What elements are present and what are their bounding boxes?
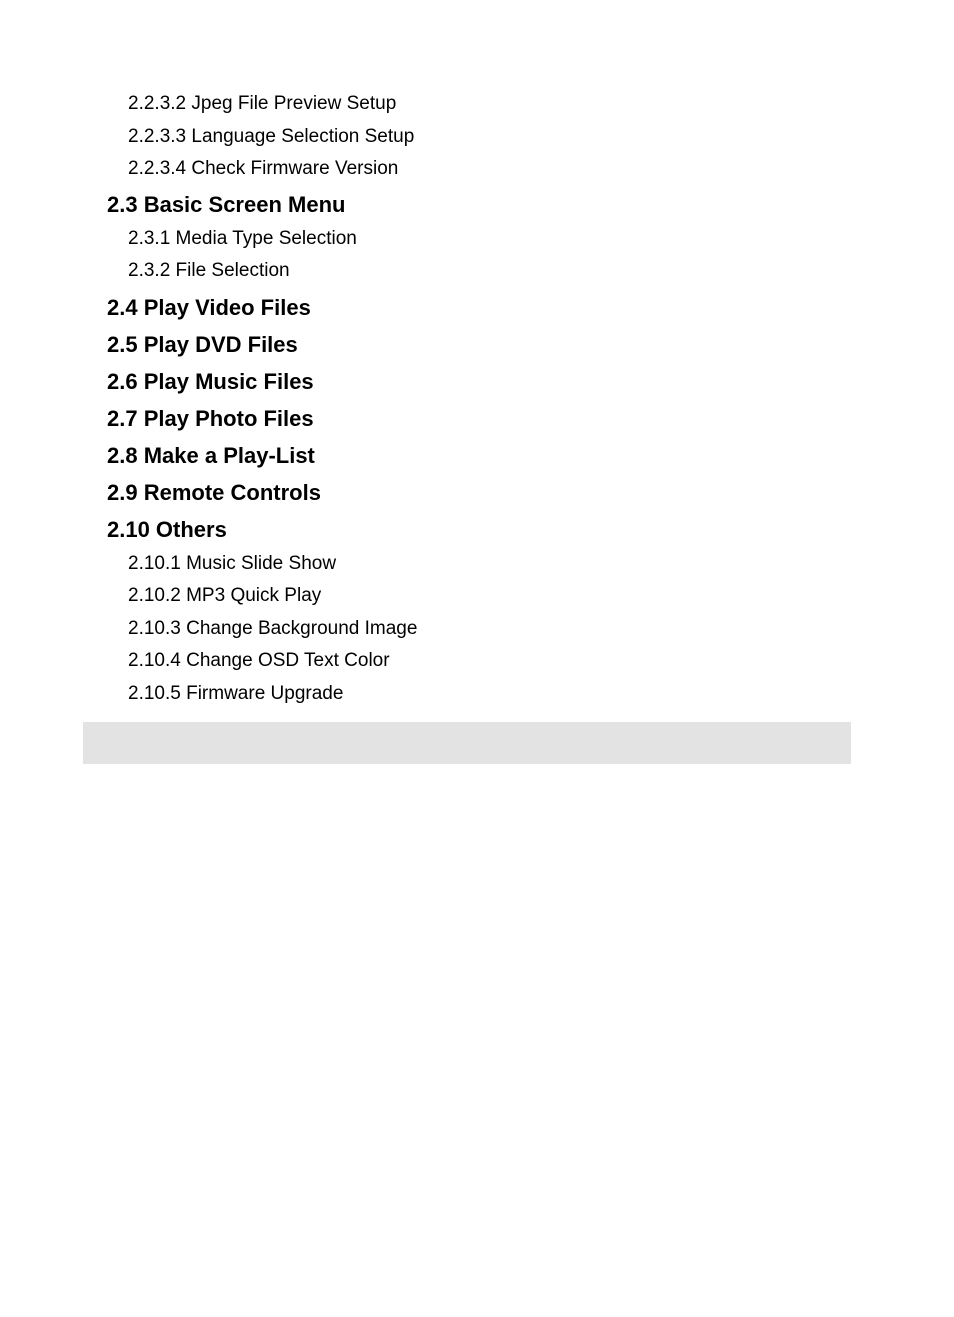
toc-section-play-dvd-files[interactable]: 2.5 Play DVD Files	[107, 332, 298, 357]
toc-section-basic-screen-menu[interactable]: 2.3 Basic Screen Menu	[107, 192, 346, 217]
toc-entry-change-osd-text-color[interactable]: 2.10.4 Change OSD Text Color	[128, 650, 390, 671]
toc-section-play-video-files[interactable]: 2.4 Play Video Files	[107, 295, 311, 320]
toc-entry-music-slide-show[interactable]: 2.10.1 Music Slide Show	[128, 553, 337, 574]
gray-divider-band	[83, 722, 851, 764]
toc-section-remote-controls[interactable]: 2.9 Remote Controls	[107, 480, 321, 505]
toc-entry-language-selection-setup[interactable]: 2.2.3.3 Language Selection Setup	[128, 126, 415, 147]
toc-entry-change-background-image[interactable]: 2.10.3 Change Background Image	[128, 618, 418, 639]
toc-entry-file-selection[interactable]: 2.3.2 File Selection	[128, 260, 290, 281]
toc-entry-firmware-upgrade[interactable]: 2.10.5 Firmware Upgrade	[128, 683, 344, 704]
toc-section-make-a-play-list[interactable]: 2.8 Make a Play-List	[107, 443, 315, 468]
toc-entry-mp3-quick-play[interactable]: 2.10.2 MP3 Quick Play	[128, 585, 322, 606]
toc-section-play-photo-files[interactable]: 2.7 Play Photo Files	[107, 406, 314, 431]
toc-section-others[interactable]: 2.10 Others	[107, 517, 227, 542]
toc-entry-check-firmware-version[interactable]: 2.2.3.4 Check Firmware Version	[128, 158, 399, 179]
toc-section-play-music-files[interactable]: 2.6 Play Music Files	[107, 369, 314, 394]
toc-entry-jpeg-file-preview-setup[interactable]: 2.2.3.2 Jpeg File Preview Setup	[128, 93, 397, 114]
toc-entry-media-type-selection[interactable]: 2.3.1 Media Type Selection	[128, 228, 357, 249]
